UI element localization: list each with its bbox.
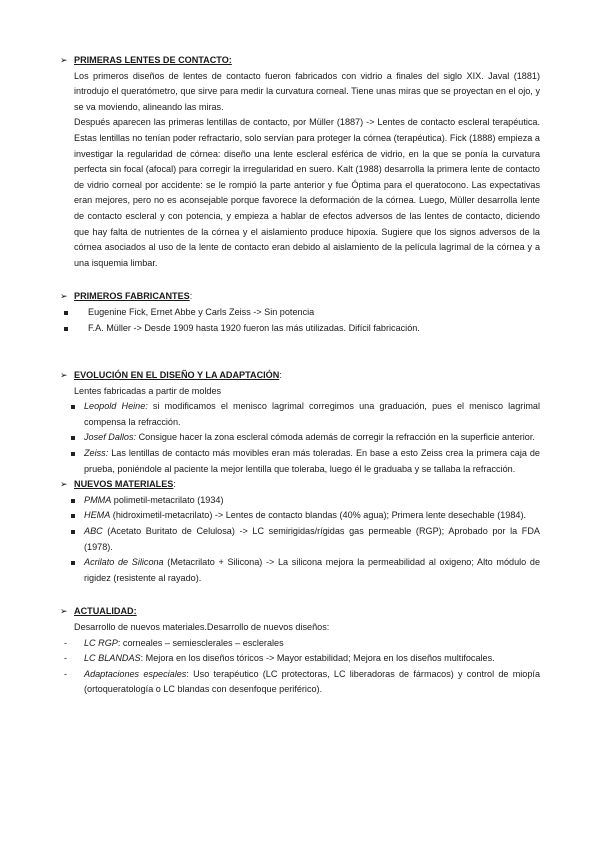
section-heading-line xyxy=(74,289,540,305)
section-heading-line xyxy=(74,477,540,493)
evolucion-list xyxy=(60,399,540,477)
list-item: Zeiss: Las lentillas de contacto más movibles eran más toleradas. En base a esto Zeiss crea la primera caja de prueba, poniéndole al paciente la mejor lentilla que toleraba, luego él le graduaba y se tallaba la refracción. xyxy=(60,446,540,477)
materiales-list xyxy=(60,493,540,587)
arrow-bullet-icon: ➢ xyxy=(60,479,68,490)
section-heading: EVOLUCIÓN EN EL DISEÑO Y LA ADAPTACIÓN xyxy=(74,370,280,381)
list-item: PMMA polimetil-metacrilato (1934) xyxy=(60,493,540,509)
list-item: Josef Dallos: Consigue hacer la zona escleral cómoda además de corregir la refracción en la superficie anterior. xyxy=(60,430,540,446)
list-item: - LC BLANDAS: Mejora en los diseños tóricos -> Mayor estabilidad; Mejora en los diseños multifocales. xyxy=(60,651,540,667)
square-bullet-icon xyxy=(71,514,75,518)
heading-colon: : xyxy=(189,291,193,302)
section-evolucion xyxy=(60,368,540,399)
fabricantes-list xyxy=(60,305,540,336)
document-body xyxy=(60,53,540,698)
section-actualidad xyxy=(60,604,540,635)
list-item: Eugenine Fick, Ernet Abbe y Carls Zeiss -> Sin potencia xyxy=(60,305,540,321)
square-bullet-icon xyxy=(71,436,75,440)
paragraph: Los primeros diseños de lentes de contacto fueron fabricados con vidrio a finales del siglo XIX. Javal (1881) introdujo el queratómetro, que sirve para medir la curvatura corneal. Tiene unas miras que se proyectan en el ojo, y se va moviendo, alineando las miras. xyxy=(74,70,540,112)
section-heading: PRIMEROS FABRICANTES xyxy=(74,291,190,302)
list-item: HEMA (hidroximetil-metacrilato) -> Lentes de contacto blandas (40% agua); Primera lente desechable (1984). xyxy=(60,508,540,524)
dash-bullet: - xyxy=(64,637,68,648)
list-item: Acrilato de Silicona (Metacrilato + Silicona) -> La silicona mejora la permeabilidad al oxigeno; Alto módulo de rigidez (resistente al rayado). xyxy=(60,555,540,586)
list-item: ABC (Acetato Buritato de Celulosa) -> LC semirigidas/rígidas gas permeable (RGP); Aprobado por la FDA (1978). xyxy=(60,524,540,555)
square-bullet-icon xyxy=(71,452,75,456)
section-heading: NUEVOS MATERIALES xyxy=(74,479,174,490)
dash-bullet: - xyxy=(64,668,68,679)
arrow-bullet-icon: ➢ xyxy=(60,55,68,65)
section-primeros-fabricantes xyxy=(60,289,540,305)
square-bullet-icon xyxy=(64,311,68,315)
list-item: - LC RGP: corneales – semiesclerales – esclerales xyxy=(60,636,540,652)
list-item: - Adaptaciones especiales: Uso terapéutico (LC protectoras, LC liberadoras de fármacos) y control de miopía (ortoqueratología o LC blandas con desenfoque periférico). xyxy=(64,668,540,695)
square-bullet-icon xyxy=(71,499,75,503)
heading-colon: : xyxy=(279,370,282,381)
section-heading: ACTUALIDAD: xyxy=(74,606,137,617)
section-intro: Lentes fabricadas a partir de moldes xyxy=(74,385,222,396)
section-intro: Desarrollo de nuevos materiales.Desarrollo de nuevos diseños: xyxy=(74,622,330,632)
heading-colon: : xyxy=(173,479,176,490)
paragraph: Después aparecen las primeras lentillas de contacto, por Müller (1887) -> Lentes de contacto escleral terapéutica. Estas lentillas no tenían poder refractario, solo servían para proteger la córnea (terapéutica). Fick (1888) empieza a investigar la regularidad de córnea: diseño una lente escleral esférica de vidrio, en la que se ponía la curvatura perfecta sin focal (afocal) para corregir la irregularidad en suero. Kalt (1988) desarrolla la primera lente de contacto de vidrio corneal por accidente: se le rompió la parte anterior y fue Óptima para el queratocono. Las expectativas eran mejores, pero no es aconsejable porque favorece la deformación de la córnea. Luego, Müller desarrolla lente de contacto escleral y con potencia, y empieza a hablar de efectos adversos de las lentes de contacto, diciendo que hay falta de nutrientes de la córnea y el aislamiento produce hipoxia. Sugiere que los signos adversos de la córnea asociados al uso de la lente de contacto eran debido al aislamiento de la película lagrimal de la córnea y a una isquemia limbar. xyxy=(74,117,540,268)
list-item: Leopold Heine: si modificamos el menisco lagrimal corregimos una graduación, pues el menisco lagrimal compensa la refracción. xyxy=(60,399,540,430)
actualidad-list xyxy=(60,636,540,698)
arrow-bullet-icon: ➢ xyxy=(60,291,68,302)
arrow-bullet-icon: ➢ xyxy=(60,606,68,617)
square-bullet-icon xyxy=(71,405,75,409)
square-bullet-icon xyxy=(71,530,75,534)
section-heading-line xyxy=(74,368,540,384)
dash-bullet: - xyxy=(64,653,68,664)
section-heading: PRIMERAS LENTES DE CONTACTO: xyxy=(74,55,232,65)
list-item: F.A. Müller -> Desde 1909 hasta 1920 fueron las más utilizadas. Difícil fabricación. xyxy=(60,321,540,337)
square-bullet-icon xyxy=(71,561,75,565)
square-bullet-icon xyxy=(64,327,68,331)
arrow-bullet-icon: ➢ xyxy=(60,370,68,381)
section-nuevos-materiales xyxy=(60,477,540,493)
section-primeras-lentes xyxy=(60,53,540,271)
